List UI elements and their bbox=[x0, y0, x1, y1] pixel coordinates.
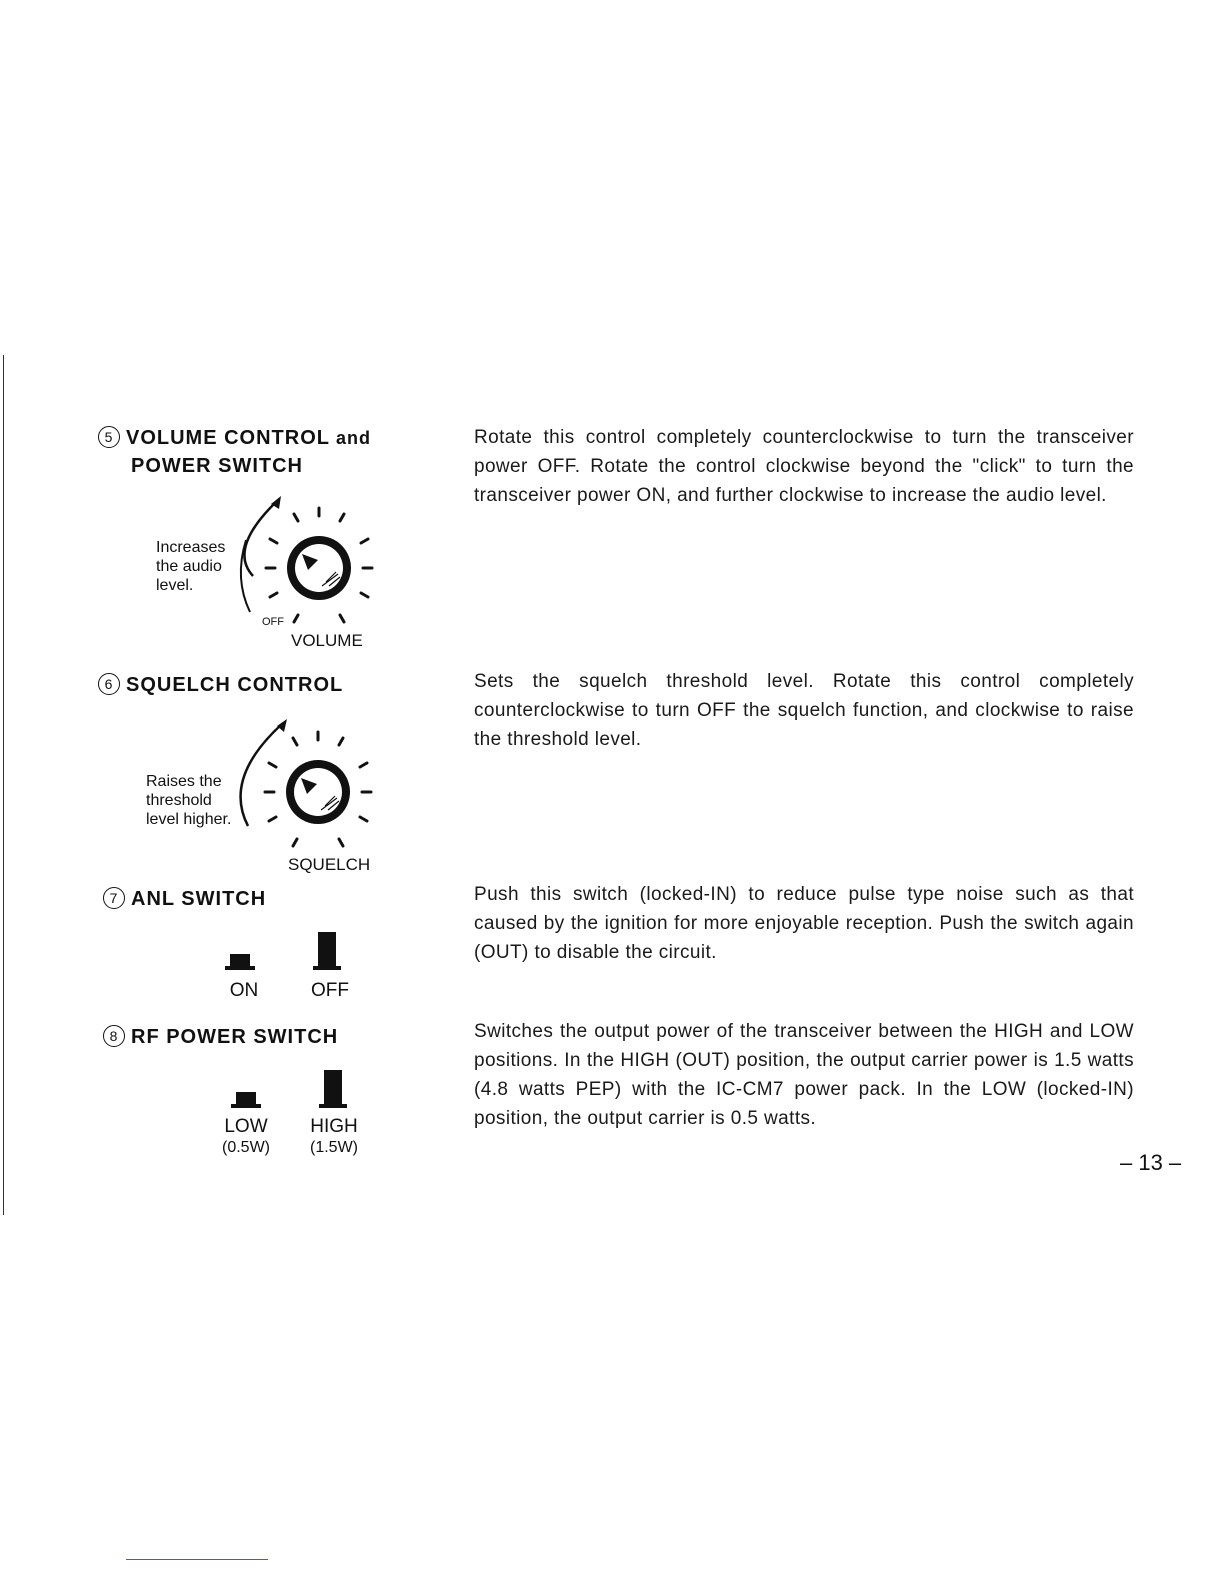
volume-caption-line: the audio bbox=[156, 558, 222, 575]
rf-low-sublabel: (0.5W) bbox=[222, 1139, 270, 1156]
rotation-arc bbox=[241, 724, 282, 826]
anl-title: ANL SWITCH bbox=[131, 888, 267, 910]
volume-caption-line: level. bbox=[156, 577, 194, 594]
rf-description: Switches the output power of the transceiver between the HIGH and LOW positions. In the HIGH (OUT) position, the output carrier power is 1.5 watts (4.8 watts PEP) with the IC-CM7 power pack. In the LOW (locked-IN) position, the output carrier is 0.5 watts. bbox=[474, 1021, 1134, 1129]
volume-knob-label: VOLUME bbox=[291, 631, 363, 650]
volume-off-label: OFF bbox=[262, 616, 284, 628]
squelch-heading bbox=[98, 673, 343, 697]
knob-face bbox=[294, 768, 342, 816]
knob-face bbox=[295, 544, 343, 592]
switch-released-icon bbox=[313, 932, 341, 970]
rf-switch-diagram bbox=[231, 1070, 361, 1110]
rotation-arrow-icon bbox=[277, 719, 287, 732]
switch-pressed-icon bbox=[231, 1092, 261, 1108]
squelch-knob-label: SQUELCH bbox=[288, 855, 371, 874]
section-number-5: 5 bbox=[98, 426, 120, 448]
squelch-caption-line: threshold bbox=[146, 792, 212, 809]
squelch-caption-line: Raises the bbox=[146, 773, 222, 790]
squelch-knob-diagram bbox=[145, 718, 405, 858]
volume-heading-line2: POWER SWITCH bbox=[131, 455, 303, 477]
page-number: – 13 – bbox=[1120, 1150, 1182, 1175]
volume-title: VOLUME CONTROL bbox=[126, 427, 330, 449]
anl-off-label: OFF bbox=[311, 980, 349, 1001]
page-edge-line bbox=[3, 355, 4, 1215]
volume-heading bbox=[98, 426, 371, 450]
squelch-title: SQUELCH CONTROL bbox=[126, 674, 344, 696]
switch-pressed-icon bbox=[225, 954, 255, 970]
rf-high-label: HIGH bbox=[310, 1116, 358, 1137]
anl-heading bbox=[103, 887, 266, 911]
rf-high-sublabel: (1.5W) bbox=[310, 1139, 358, 1156]
rf-low-label: LOW bbox=[224, 1116, 268, 1137]
section-number-8: 8 bbox=[103, 1025, 125, 1047]
anl-on-label: ON bbox=[229, 980, 259, 1001]
anl-description: Push this switch (locked-IN) to reduce pulse type noise such as that caused by the ignition for more enjoyable reception. Push the switch again (OUT) to disable the circuit. bbox=[474, 884, 1134, 963]
volume-title-tail: and bbox=[336, 428, 372, 448]
switch-released-icon bbox=[319, 1070, 347, 1108]
section-number-7: 7 bbox=[103, 887, 125, 909]
footer-rule bbox=[126, 1559, 268, 1560]
squelch-description: Sets the squelch threshold level. Rotate this control completely counterclockwise to turn OFF the squelch function, and clockwise to raise the threshold level. bbox=[474, 671, 1134, 750]
rf-heading bbox=[103, 1025, 338, 1049]
volume-description: Rotate this control completely counterclockwise to turn the transceiver power OFF. Rotate the control clockwise beyond the "click" to turn the transceiver power ON, and further clockwise to increase the audio level. bbox=[474, 427, 1134, 506]
volume-caption-line: Increases bbox=[156, 539, 226, 556]
rf-title: RF POWER SWITCH bbox=[131, 1026, 339, 1048]
volume-knob-diagram bbox=[150, 494, 410, 634]
squelch-caption-line: level higher. bbox=[146, 811, 232, 828]
anl-switch-diagram bbox=[225, 932, 355, 972]
section-number-6: 6 bbox=[98, 673, 120, 695]
